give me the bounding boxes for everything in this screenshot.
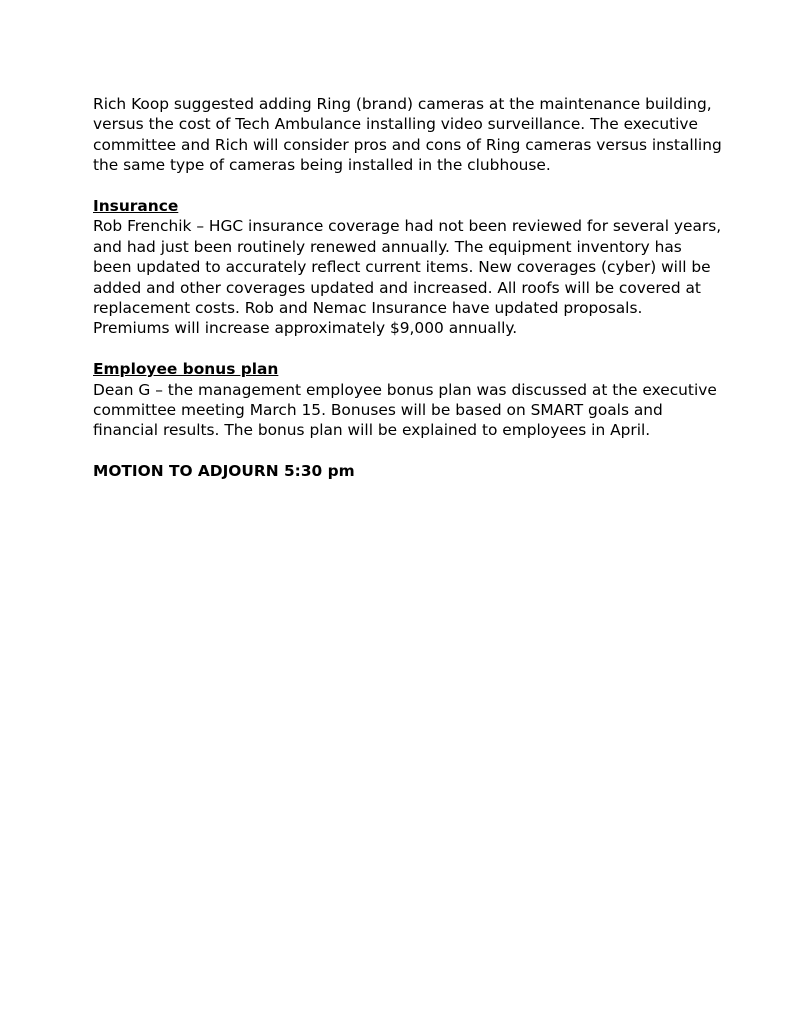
bonus-plan-paragraph: Dean G – the management employee bonus plan was discussed at the executive committee meeting March 15. Bonuses will be based on SMART goals and financial results. The bonus plan will be explained to employees in April. bbox=[93, 380, 717, 440]
insurance-heading: Insurance bbox=[93, 197, 179, 216]
insurance-paragraph: Rob Frenchik – HGC insurance coverage had not been reviewed for several years, and had just been routinely renewed annually. The equipment inventory has been updated to accurately reflect current items. New coverages (cyber) will be added and other coverages updated and increased. All roofs will be covered at replacement costs. Rob and Nemac Insurance have updated proposals. Premiums will increase approximately $9,000 annually. bbox=[93, 217, 722, 338]
document-page bbox=[93, 94, 723, 482]
motion-to-adjourn: MOTION TO ADJOURN 5:30 pm bbox=[93, 462, 355, 481]
bonus-plan-heading: Employee bonus plan bbox=[93, 360, 279, 379]
cameras-paragraph: Rich Koop suggested adding Ring (brand) cameras at the maintenance building, versus the cost of Tech Ambulance installing video surveillance. The executive committee and Rich will consider pros and cons of Ring cameras versus installing the same type of cameras being installed in the clubhouse. bbox=[93, 95, 722, 175]
